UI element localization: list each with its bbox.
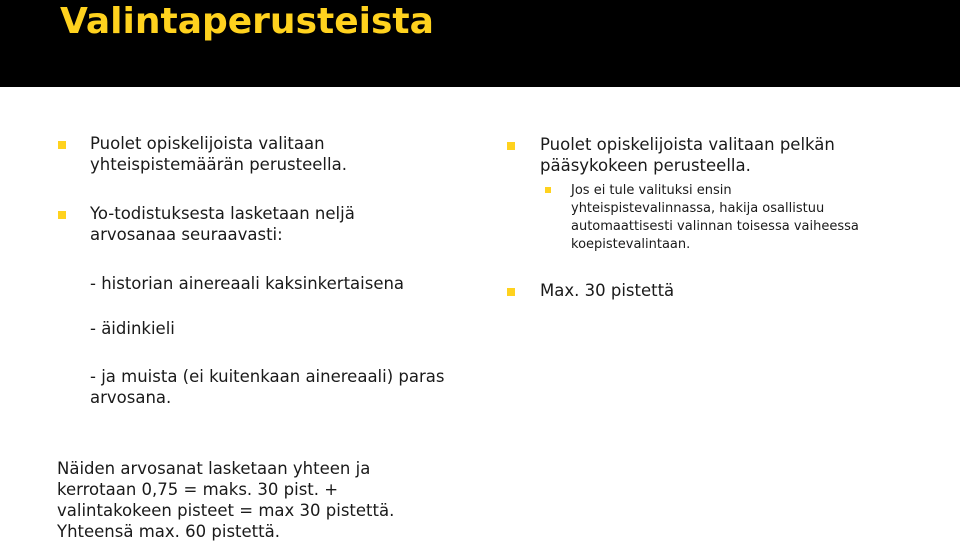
- left-item-best-grade: - ja muista (ei kuitenkaan ainereaali) paras arvosana.: [90, 367, 445, 407]
- right-bullet-1: Puolet opiskelijoista valitaan pelkän pääsykokeen perusteella.: [540, 135, 835, 175]
- left-bullet-2: Yo-todistuksesta lasketaan neljä arvosanaa seuraavasti:: [90, 204, 355, 244]
- right-bullet-2: Max. 30 pistettä: [540, 281, 675, 300]
- bullet-marker: [58, 141, 66, 149]
- sub-bullet-marker: [545, 187, 551, 193]
- left-item-mother-tongue: - äidinkieli: [90, 319, 175, 338]
- bullet-marker: [58, 211, 66, 219]
- left-summary: Näiden arvosanat lasketaan yhteen ja kerrotaan 0,75 = maks. 30 pist. + valintakokeen pisteet = max 30 pistettä. Yhteensä max. 60 pistettä.: [57, 459, 395, 541]
- bullet-marker: [507, 142, 515, 150]
- slide-title: Valintaperusteista: [60, 1, 434, 42]
- bullet-marker: [507, 288, 515, 296]
- left-bullet-1: Puolet opiskelijoista valitaan yhteispistemäärän perusteella.: [90, 134, 347, 174]
- right-sub-bullet: Jos ei tule valituksi ensin yhteispistevalinnassa, hakija osallistuu automaattisesti valinnan toisessa vaiheessa koepistevalintaan.: [571, 183, 859, 252]
- left-item-history: - historian ainereaali kaksinkertaisena: [90, 274, 405, 293]
- title-bar: [0, 0, 960, 87]
